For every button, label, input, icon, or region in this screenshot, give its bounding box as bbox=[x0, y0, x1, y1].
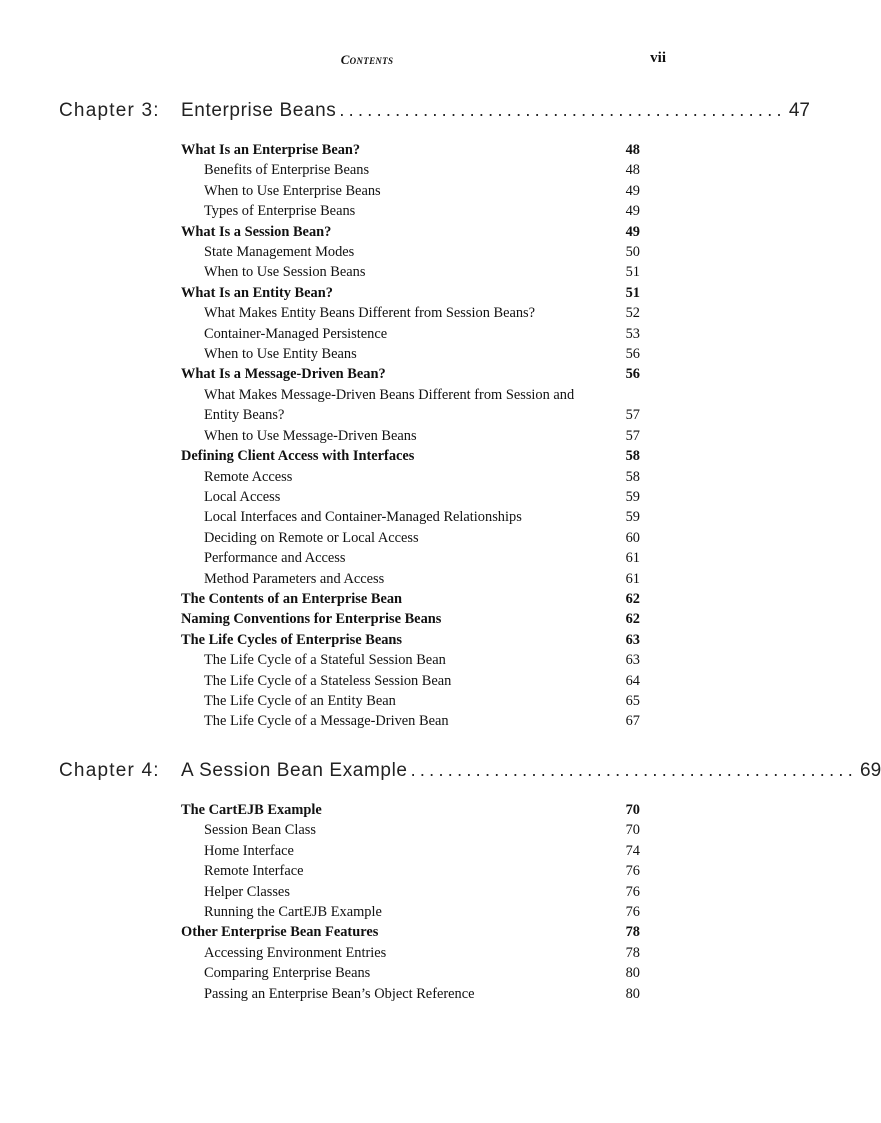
toc-section-entry[interactable] bbox=[181, 283, 640, 303]
toc-entry-list bbox=[0, 140, 816, 732]
entry-title: Other Enterprise Bean Features bbox=[181, 924, 379, 941]
toc-subsection-entry[interactable] bbox=[181, 548, 640, 568]
entry-title: Remote Access bbox=[204, 468, 293, 485]
entry-page-number: 80 bbox=[625, 965, 640, 982]
toc-subsection-entry[interactable] bbox=[181, 262, 640, 282]
entry-page-number: 60 bbox=[625, 529, 640, 546]
chapter-title-row bbox=[181, 100, 810, 122]
chapter-title-row bbox=[181, 760, 881, 782]
entry-title: Performance and Access bbox=[204, 550, 346, 567]
toc-section-entry[interactable] bbox=[181, 630, 640, 650]
entry-page-number: 70 bbox=[625, 822, 640, 839]
chapter-4 bbox=[0, 760, 881, 1004]
entry-page-number: 57 bbox=[625, 407, 640, 424]
entry-title: The Life Cycle of a Stateful Session Bean bbox=[204, 652, 446, 669]
toc-subsection-entry[interactable] bbox=[181, 650, 640, 670]
entry-page-number: 49 bbox=[625, 182, 640, 199]
chapter-heading[interactable] bbox=[0, 760, 881, 800]
toc-section-entry[interactable] bbox=[181, 800, 640, 820]
entry-page-number: 52 bbox=[625, 305, 640, 322]
entry-page-number: 65 bbox=[625, 692, 640, 709]
dot-leader: ................................................ bbox=[410, 760, 858, 780]
entry-title: Defining Client Access with Interfaces bbox=[181, 448, 415, 465]
entry-page-number: 61 bbox=[625, 550, 640, 567]
toc-section-entry[interactable] bbox=[181, 589, 640, 609]
toc-subsection-entry[interactable] bbox=[181, 691, 640, 711]
entry-page-number: 80 bbox=[625, 985, 640, 1002]
entry-page-number: 48 bbox=[625, 162, 640, 179]
toc-subsection-entry[interactable] bbox=[181, 324, 640, 344]
toc-subsection-entry[interactable] bbox=[181, 841, 640, 861]
entry-page-number: 51 bbox=[625, 264, 640, 281]
entry-page-number: 56 bbox=[625, 346, 640, 363]
entry-page-number: 49 bbox=[625, 203, 640, 220]
toc-subsection-entry[interactable] bbox=[181, 820, 640, 840]
entry-page-number: 49 bbox=[625, 223, 640, 240]
entry-title: What Is an Enterprise Bean? bbox=[181, 142, 361, 158]
entry-page-number: 62 bbox=[625, 590, 640, 607]
toc-subsection-entry[interactable] bbox=[181, 303, 640, 323]
chapter-label: Chapter 3: bbox=[59, 100, 160, 121]
toc-section-entry[interactable] bbox=[181, 364, 640, 384]
entry-page-number: 50 bbox=[625, 244, 640, 261]
chapter-title: Enterprise Beans bbox=[181, 100, 337, 121]
entry-title: What Is a Message-Driven Bean? bbox=[181, 366, 386, 383]
toc-subsection-entry[interactable] bbox=[181, 385, 640, 426]
entry-page-number: 76 bbox=[625, 883, 640, 900]
toc-subsection-entry[interactable] bbox=[181, 426, 640, 446]
entry-page-number: 59 bbox=[625, 509, 640, 526]
toc-subsection-entry[interactable] bbox=[181, 160, 640, 180]
entry-page-number: 74 bbox=[625, 842, 640, 859]
toc-subsection-entry[interactable] bbox=[181, 943, 640, 963]
chapter-title: A Session Bean Example bbox=[181, 760, 408, 781]
entry-page-number: 61 bbox=[625, 570, 640, 587]
entry-page-number: 67 bbox=[625, 713, 640, 730]
toc-section-entry[interactable] bbox=[181, 446, 640, 466]
toc-subsection-entry[interactable] bbox=[181, 569, 640, 589]
entry-title: What Makes Entity Beans Different from Session Beans? bbox=[204, 305, 536, 322]
entry-page-number: 58 bbox=[625, 448, 640, 465]
toc-subsection-entry[interactable] bbox=[181, 181, 640, 201]
toc-subsection-entry[interactable] bbox=[181, 344, 640, 364]
toc-subsection-entry[interactable] bbox=[181, 467, 640, 487]
entry-title: Comparing Enterprise Beans bbox=[204, 965, 371, 982]
entry-title: The Contents of an Enterprise Bean bbox=[181, 590, 403, 607]
toc-subsection-entry[interactable] bbox=[181, 861, 640, 881]
entry-page-number: 76 bbox=[625, 904, 640, 921]
chapter-page-number: 47 bbox=[788, 100, 810, 121]
toc-section-entry[interactable] bbox=[181, 609, 640, 629]
chapter-page-number: 69 bbox=[860, 760, 881, 781]
entry-page-number: 76 bbox=[625, 863, 640, 880]
entry-title: Local Access bbox=[204, 488, 281, 505]
toc-section-entry[interactable] bbox=[181, 922, 640, 942]
entry-title: Helper Classes bbox=[204, 883, 290, 900]
entry-title: Passing an Enterprise Bean’s Object Reference bbox=[204, 985, 475, 1002]
chapter-label: Chapter 4: bbox=[59, 760, 160, 781]
entry-page-number: 56 bbox=[625, 366, 640, 383]
entry-page-number: 59 bbox=[625, 488, 640, 505]
entry-page-number: 62 bbox=[625, 611, 640, 628]
entry-page-number: 58 bbox=[625, 468, 640, 485]
entry-page-number: 78 bbox=[625, 944, 640, 961]
entry-title: When to Use Session Beans bbox=[204, 264, 366, 281]
toc-subsection-entry[interactable] bbox=[181, 528, 640, 548]
entry-title: Benefits of Enterprise Beans bbox=[204, 162, 370, 179]
entry-title: Types of Enterprise Beans bbox=[204, 203, 356, 220]
entry-title: When to Use Message-Driven Beans bbox=[204, 427, 417, 444]
toc-section-entry[interactable] bbox=[181, 140, 640, 160]
toc-subsection-entry[interactable] bbox=[181, 711, 640, 731]
entry-title: Remote Interface bbox=[204, 863, 304, 880]
toc-subsection-entry[interactable] bbox=[181, 507, 640, 527]
entry-title: The CartEJB Example bbox=[181, 802, 322, 818]
chapter-heading[interactable] bbox=[0, 100, 816, 140]
entry-title: State Management Modes bbox=[204, 244, 355, 261]
entry-title: What Makes Message-Driven Beans Different from Session and Entity Beans? bbox=[204, 386, 575, 424]
entry-title: The Life Cycles of Enterprise Beans bbox=[181, 631, 403, 648]
entry-title: Method Parameters and Access bbox=[204, 570, 385, 587]
entry-title: The Life Cycle of a Stateless Session Bean bbox=[204, 672, 452, 689]
running-head-page-number: vii bbox=[650, 50, 666, 66]
toc-entry-list bbox=[0, 800, 816, 1004]
entry-title: Accessing Environment Entries bbox=[204, 944, 387, 961]
running-head-title: Contents bbox=[340, 52, 394, 67]
toc-subsection-entry[interactable] bbox=[181, 487, 640, 507]
entry-page-number: 70 bbox=[625, 802, 640, 818]
entry-page-number: 63 bbox=[625, 631, 640, 648]
toc-subsection-entry[interactable] bbox=[181, 671, 640, 691]
entry-title: Local Interfaces and Container-Managed Relationships bbox=[204, 509, 522, 526]
entry-page-number: 78 bbox=[625, 924, 640, 941]
entry-page-number: 64 bbox=[625, 672, 640, 689]
entry-title: Home Interface bbox=[204, 842, 294, 859]
entry-page-number: 48 bbox=[625, 142, 640, 158]
toc-subsection-entry[interactable] bbox=[181, 201, 640, 221]
entry-title: Session Bean Class bbox=[204, 822, 316, 839]
entry-page-number: 57 bbox=[625, 427, 640, 444]
chapter-3 bbox=[0, 100, 816, 732]
entry-title: What Is a Session Bean? bbox=[181, 223, 332, 240]
entry-title: What Is an Entity Bean? bbox=[181, 284, 333, 301]
entry-title: Naming Conventions for Enterprise Beans bbox=[181, 611, 442, 628]
toc-subsection-entry[interactable] bbox=[181, 902, 640, 922]
entry-title: Deciding on Remote or Local Access bbox=[204, 529, 419, 546]
toc-subsection-entry[interactable] bbox=[181, 882, 640, 902]
entry-title: The Life Cycle of an Entity Bean bbox=[204, 692, 396, 709]
entry-page-number: 63 bbox=[625, 652, 640, 669]
dot-leader: ................................................ bbox=[339, 100, 786, 120]
entry-title: When to Use Entity Beans bbox=[204, 346, 357, 363]
entry-title: Running the CartEJB Example bbox=[204, 904, 382, 921]
toc-subsection-entry[interactable] bbox=[181, 984, 640, 1004]
entry-page-number: 53 bbox=[625, 325, 640, 342]
toc-subsection-entry[interactable] bbox=[181, 242, 640, 262]
entry-page-number: 51 bbox=[625, 284, 640, 301]
entry-title: Container-Managed Persistence bbox=[204, 325, 388, 342]
toc-subsection-entry[interactable] bbox=[181, 963, 640, 983]
entry-title: When to Use Enterprise Beans bbox=[204, 182, 381, 199]
entry-title: The Life Cycle of a Message-Driven Bean bbox=[204, 713, 449, 730]
toc-section-entry[interactable] bbox=[181, 222, 640, 242]
running-head bbox=[0, 52, 816, 72]
